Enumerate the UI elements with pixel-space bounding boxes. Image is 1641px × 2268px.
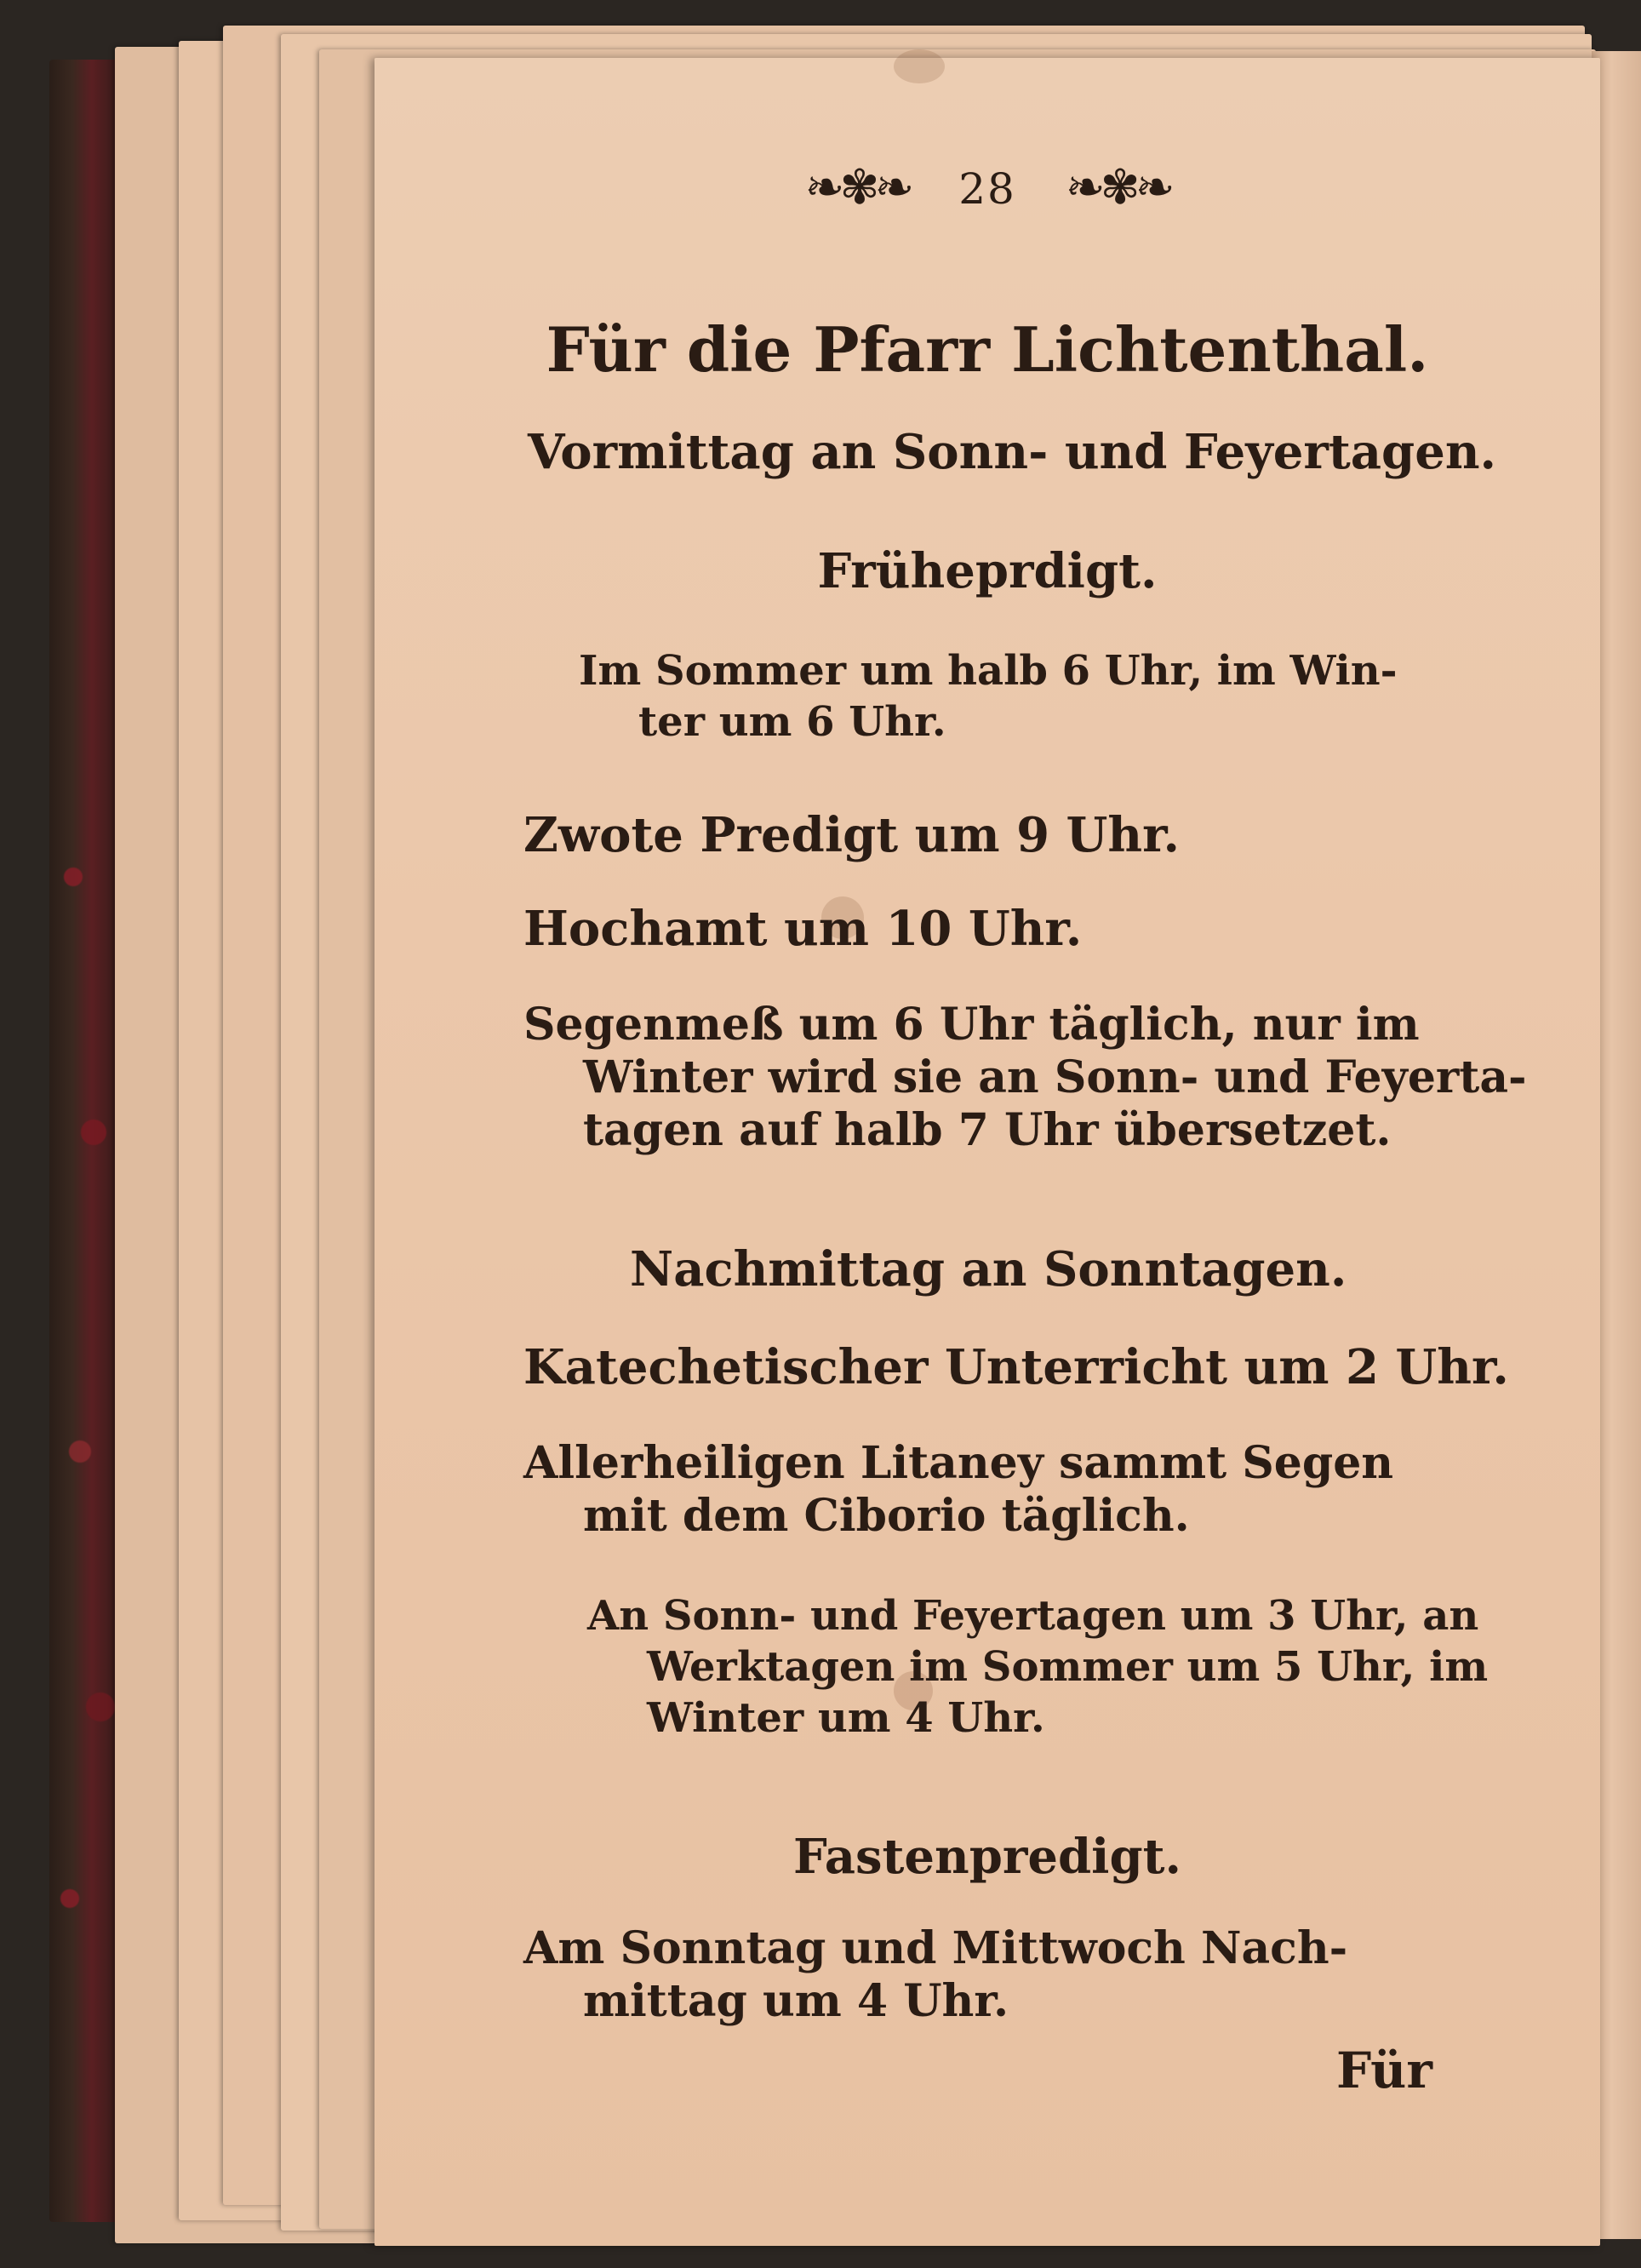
page-text (375, 58, 1600, 2246)
text-line: Werktagen im Sommer um 5 Uhr, im (647, 1643, 1489, 1691)
segenmess-text (523, 999, 1527, 1157)
fastenpredigt-text (523, 1922, 1347, 2028)
text-line: Allerheiligen Litaney sammt Segen (523, 1437, 1394, 1489)
ornament-right-icon: ❧✾❧ (1065, 160, 1170, 215)
page-header (375, 160, 1600, 215)
zwote-predigt: Zwote Predigt um 9 Uhr. (523, 807, 1180, 863)
katechese: Katechetischer Unterricht um 2 Uhr. (523, 1339, 1509, 1395)
text-line: ter um 6 Uhr. (638, 698, 946, 746)
text-line: Winter um 4 Uhr. (647, 1694, 1045, 1742)
text-line: An Sonn- und Feyertagen um 3 Uhr, an (587, 1592, 1479, 1640)
text-line: Am Sonntag und Mittwoch Nach- (523, 1922, 1348, 1974)
text-line: Segenmeß um 6 Uhr täglich, nur im (523, 999, 1420, 1051)
section-heading-morning: Vormittag an Sonn- und Feyertagen. (528, 424, 1497, 480)
text-line: Im Sommer um halb 6 Uhr, im Win- (579, 647, 1398, 695)
hochamt: Hochamt um 10 Uhr. (523, 901, 1083, 957)
text-line: mit dem Ciborio täglich. (583, 1490, 1190, 1542)
subheading-fruehpredigt: Früheprdigt. (817, 543, 1158, 599)
text-line: Winter wird sie an Sonn- und Feyerta- (583, 1051, 1527, 1103)
ornament-left-icon: ❧✾❧ (804, 160, 910, 215)
text-line: tagen auf halb 7 Uhr übersetzet. (583, 1104, 1392, 1156)
fruehpredigt-text (579, 645, 1398, 747)
catchword: Für (1336, 2042, 1432, 2099)
page-title: Für die Pfarr Lichtenthal. (546, 313, 1429, 386)
page-number: 28 (958, 164, 1016, 214)
subheading-fastenpredigt: Fastenpredigt. (793, 1829, 1181, 1885)
litaney-text (523, 1437, 1393, 1543)
section-heading-afternoon: Nachmittag an Sonntagen. (630, 1241, 1347, 1297)
cover-marbling (53, 749, 121, 2026)
litaney-times-text (587, 1590, 1488, 1744)
text-line: mittag um 4 Uhr. (583, 1975, 1009, 2027)
